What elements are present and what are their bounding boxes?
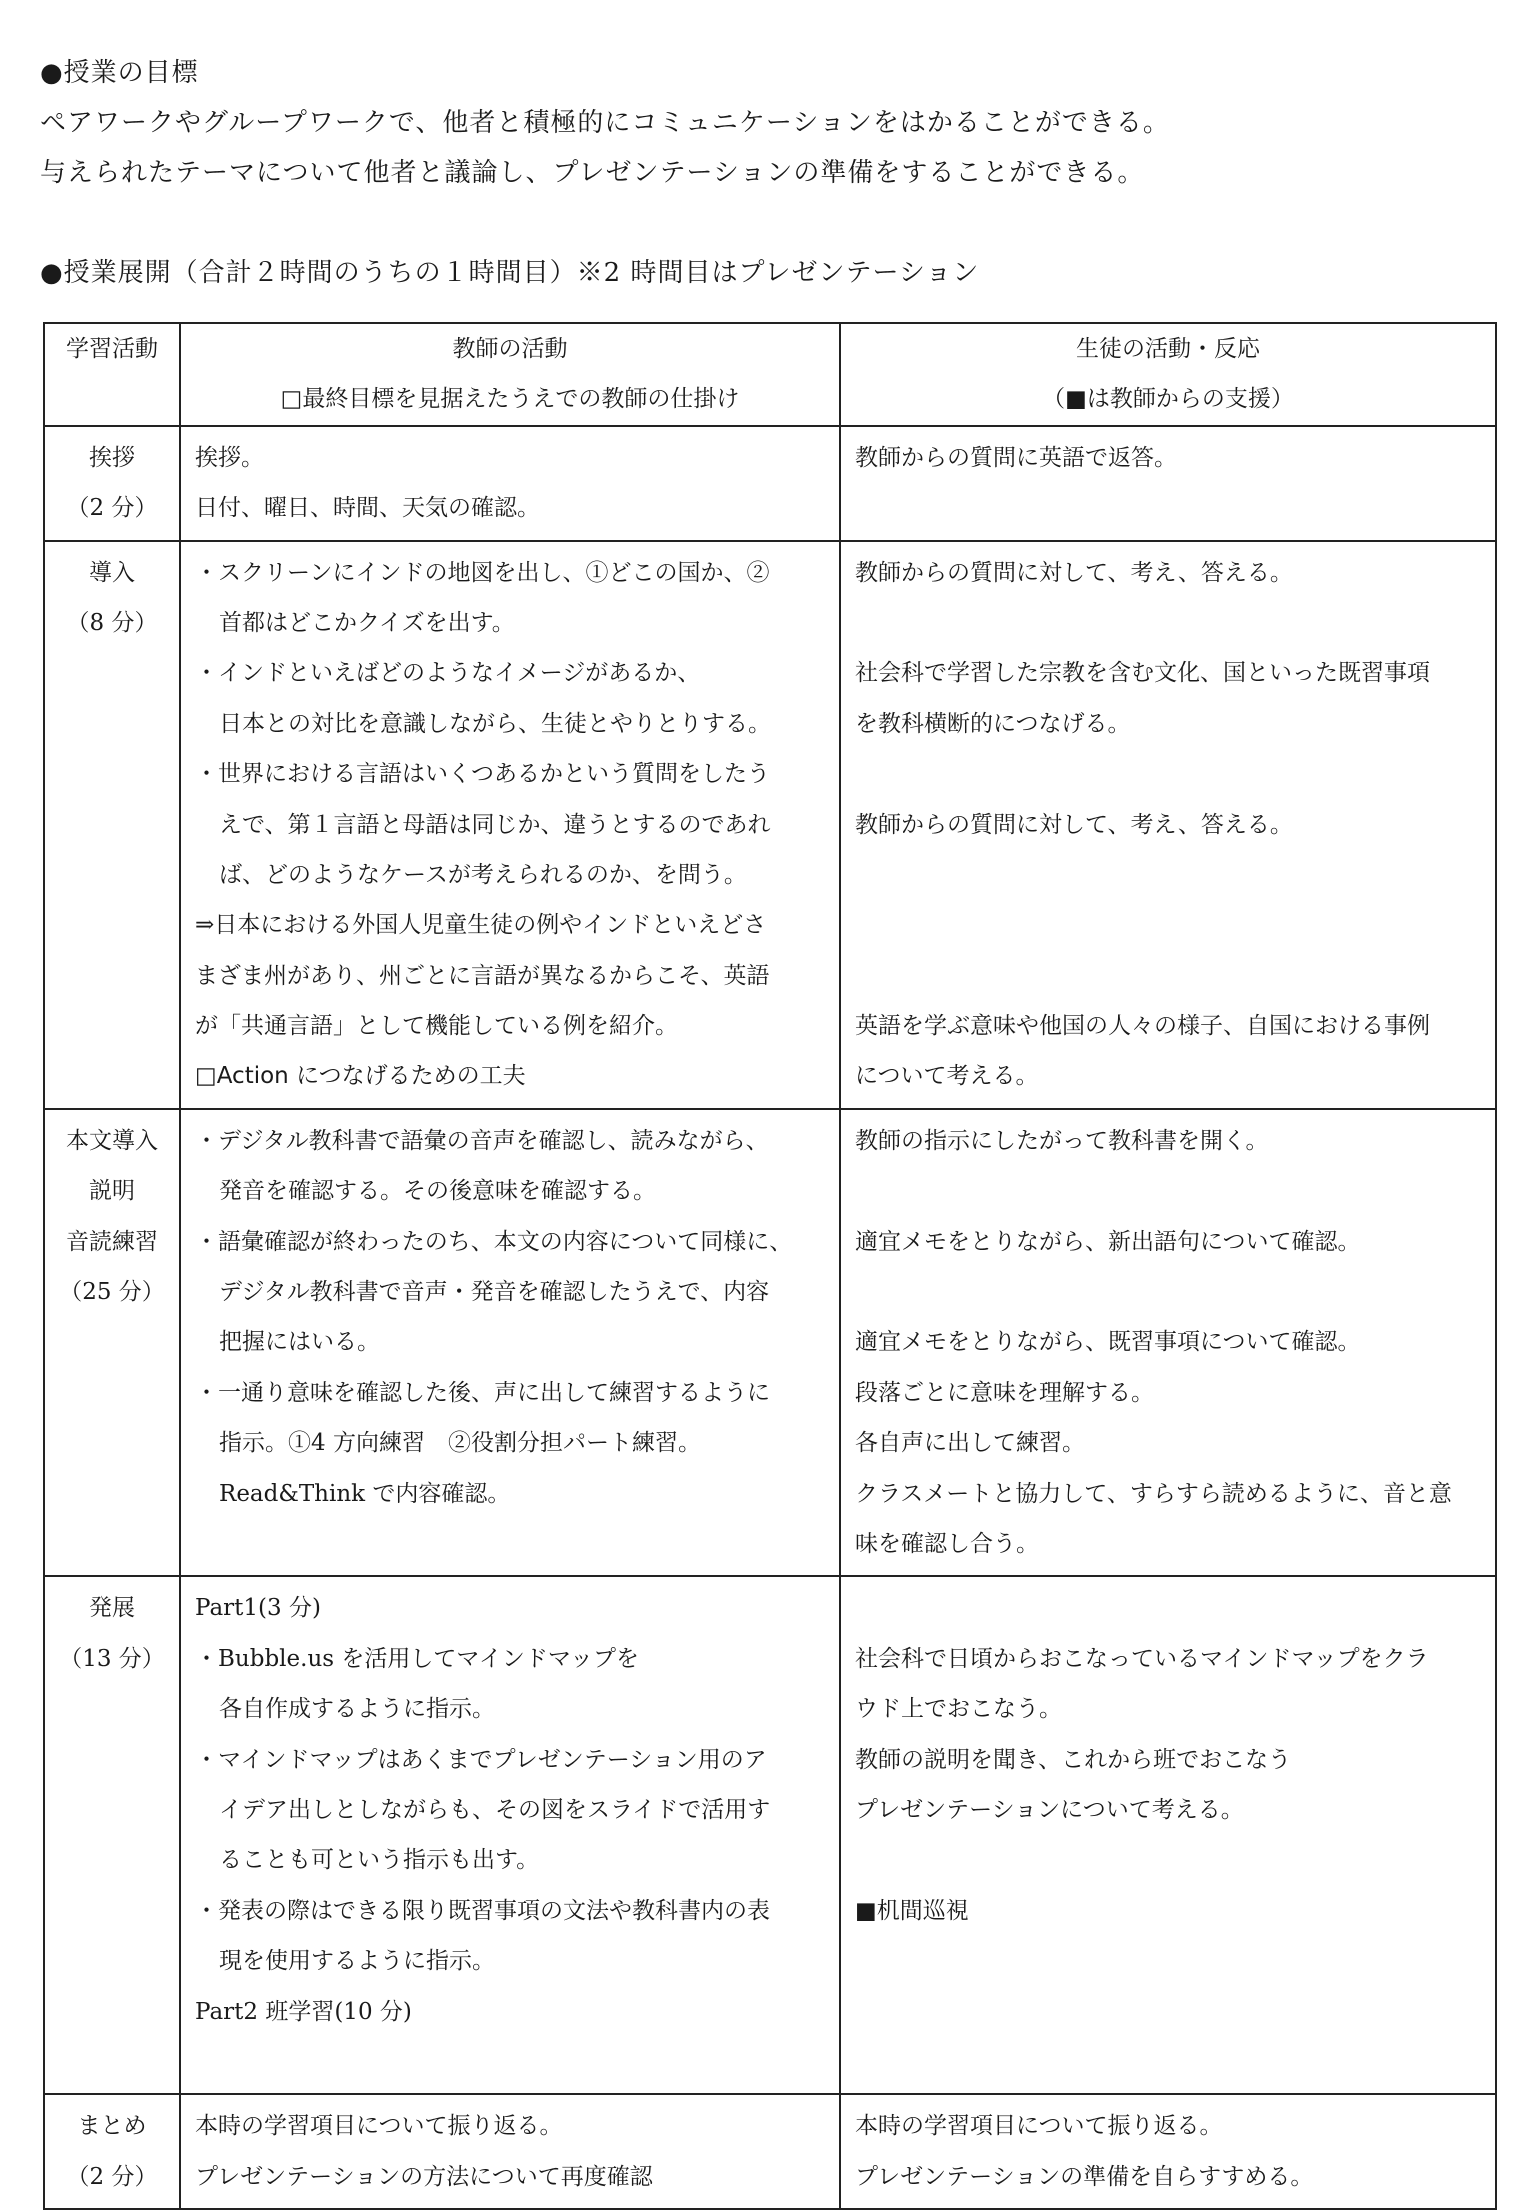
header-student-cell (840, 323, 1496, 426)
teacher-line (195, 1519, 827, 1569)
activity-cell (44, 426, 180, 541)
teacher-line: Read&Think で内容確認。 (219, 1480, 511, 1507)
student-line: 適宜メモをとりながら、新出語句について確認。 (855, 1228, 1361, 1255)
teacher-line: 日本との対比を意識しながら、生徒とやりとりする。 (219, 710, 771, 737)
student-line: 教師の指示にしたがって教科書を開く。 (855, 1127, 1269, 1154)
teacher-line: 挨拶。 (195, 444, 264, 471)
student-line (855, 850, 1483, 900)
student-line (855, 598, 1483, 648)
teacher-line: 指示。①4 方向練習 ②役割分担パート練習。 (219, 1430, 701, 1457)
teacher-line: 発音を確認する。その後意味を確認する。 (219, 1178, 656, 1205)
table-row (44, 1576, 1496, 2094)
header-student-title: 生徒の活動・反応 (1076, 336, 1260, 362)
header-teacher-cell (180, 323, 840, 426)
student-line: 社会科で学習した宗教を含む文化、国といった既習事項 (855, 660, 1430, 687)
header-activity-cell (44, 323, 180, 426)
student-cell (840, 541, 1496, 1109)
teacher-cell (180, 2094, 840, 2209)
teacher-line: ・スクリーンにインドの地図を出し、①どこの国か、② (195, 559, 770, 586)
teacher-line: えで、第１言語と母語は同じか、違うとするのであれ (219, 811, 771, 838)
activity-cell (44, 1109, 180, 1577)
teacher-cell (180, 426, 840, 541)
teacher-line: □Action につなげるための工夫 (195, 1063, 526, 1090)
activity-name: 導入 (89, 559, 135, 586)
table-row (44, 426, 1496, 541)
activity-name: 発展 (89, 1595, 135, 1622)
lesson-plan-table (43, 322, 1497, 2210)
teacher-line (195, 2037, 827, 2087)
activity-cell (44, 1576, 180, 2094)
student-line: 社会科で日頃からおこなっているマインドマップをクラ (855, 1645, 1429, 1672)
student-line: プレゼンテーションについて考える。 (855, 1796, 1244, 1823)
student-line: 各自声に出して練習。 (855, 1430, 1085, 1457)
activity-cell (44, 541, 180, 1109)
activity-name: まとめ (77, 2113, 147, 2140)
activity-duration: （2 分） (66, 495, 158, 522)
teacher-cell (180, 1109, 840, 1577)
table-row (44, 541, 1496, 1109)
student-cell (840, 1576, 1496, 2094)
student-line: ■机間巡視 (855, 1897, 969, 1924)
student-line: 教師からの質問に対して、考え、答える。 (855, 811, 1293, 838)
teacher-line: ・語彙確認が終わったのち、本文の内容について同様に、 (195, 1228, 793, 1255)
header-teacher-note: □最終目標を見据えたうえでの教師の仕掛け (280, 386, 740, 413)
teacher-line: 把握にはいる。 (219, 1329, 380, 1356)
student-line: 英語を学ぶ意味や他国の人々の様子、自国における事例 (855, 1013, 1430, 1040)
teacher-line: Part2 班学習(10 分) (195, 1998, 412, 2025)
student-line (855, 900, 1483, 950)
goal-line: ペアワークやグループワークで、他者と積極的にコミュニケーションをはかることができる。 (40, 108, 1170, 138)
student-line: プレゼンテーションの準備を自らすすめる。 (855, 2163, 1314, 2190)
lesson-intro (40, 48, 1500, 298)
student-line: 段落ごとに意味を理解する。 (855, 1379, 1154, 1406)
activity-cell (44, 2094, 180, 2209)
student-line (855, 1267, 1483, 1317)
header-activity: 学習活動 (66, 336, 158, 362)
student-line (855, 1583, 1483, 1633)
student-line: 味を確認し合う。 (855, 1530, 1039, 1557)
goal-line: 与えられたテーマについて他者と議論し、プレゼンテーションの準備をすることができる。 (40, 158, 1145, 188)
teacher-line: ・発表の際はできる限り既習事項の文法や教科書内の表 (195, 1897, 770, 1924)
student-line: 教師からの質問に対して、考え、答える。 (855, 559, 1293, 586)
teacher-line: 日付、曜日、時間、天気の確認。 (195, 495, 540, 522)
activity-name: 音読練習 (66, 1228, 158, 1255)
student-cell (840, 426, 1496, 541)
student-line (855, 1835, 1483, 1885)
student-line (855, 951, 1483, 1001)
teacher-line: プレゼンテーションの方法について再度確認 (195, 2163, 653, 2190)
activity-name: 挨拶 (89, 444, 135, 471)
teacher-line: ・デジタル教科書で語彙の音声を確認し、読みながら、 (195, 1127, 769, 1154)
teacher-line: まざま州があり、州ごとに言語が異なるからこそ、英語 (195, 962, 770, 989)
student-line: 教師の説明を聞き、これから班でおこなう (855, 1746, 1292, 1773)
teacher-line: が「共通言語」として機能している例を紹介。 (195, 1013, 678, 1040)
activity-duration: （13 分） (59, 1645, 165, 1672)
teacher-line: 首都はどこかクイズを出す。 (219, 609, 515, 636)
teacher-line: ・世界における言語はいくつあるかという質問をしたう (195, 761, 770, 788)
student-line (855, 483, 1483, 533)
student-line: ウド上でおこなう。 (855, 1696, 1062, 1723)
student-cell (840, 2094, 1496, 2209)
teacher-line: ⇒日本における外国人児童生徒の例やインドといえどさ (195, 912, 767, 939)
student-line (855, 1166, 1483, 1216)
teacher-line: ・マインドマップはあくまでプレゼンテーション用のア (195, 1746, 767, 1773)
student-line: クラスメートと協力して、すらすら読めるように、音と意 (855, 1480, 1452, 1507)
teacher-line: ・インドといえばどのようなイメージがあるか、 (195, 660, 701, 687)
activity-name: 説明 (89, 1178, 135, 1205)
activity-duration: （2 分） (66, 2163, 158, 2190)
teacher-line: ・一通り意味を確認した後、声に出して練習するように (195, 1379, 770, 1406)
student-cell (840, 1109, 1496, 1577)
teacher-line: 本時の学習項目について振り返る。 (195, 2113, 563, 2140)
student-line (855, 749, 1483, 799)
teacher-line: Part1(3 分) (195, 1595, 321, 1622)
student-line: について考える。 (855, 1063, 1039, 1090)
activity-name: 本文導入 (66, 1127, 158, 1154)
student-line: 適宜メモをとりながら、既習事項について確認。 (855, 1329, 1361, 1356)
header-teacher-title: 教師の活動 (452, 336, 568, 362)
student-line: を教科横断的につなげる。 (855, 710, 1131, 737)
student-line (855, 2037, 1483, 2087)
header-student-note: （■は教師からの支援） (1042, 386, 1294, 413)
teacher-line: 現を使用するように指示。 (219, 1948, 495, 1975)
activity-duration: （25 分） (59, 1279, 165, 1306)
teacher-cell (180, 541, 840, 1109)
student-line (855, 1987, 1483, 2037)
activity-duration: （8 分） (66, 609, 158, 636)
goal-heading: ●授業の目標 (40, 58, 199, 88)
teacher-line: ることも可という指示も出す。 (219, 1847, 540, 1874)
table-row (44, 1109, 1496, 1577)
teacher-line: ・Bubble.us を活用してマインドマップを (195, 1645, 639, 1672)
teacher-line: イデア出しとしながらも、その図をスライドで活用す (219, 1796, 771, 1823)
teacher-line: ば、どのようなケースが考えられるのか、を問う。 (219, 861, 747, 888)
table-header-row (44, 323, 1496, 426)
plan-heading: ●授業展開（合計２時間のうちの１時間目）※2 時間目はプレゼンテーション (40, 258, 980, 288)
teacher-cell (180, 1576, 840, 2094)
student-line: 本時の学習項目について振り返る。 (855, 2113, 1223, 2140)
student-line (855, 1936, 1483, 1986)
table-row (44, 2094, 1496, 2209)
teacher-line: デジタル教科書で音声・発音を確認したうえで、内容 (219, 1279, 770, 1306)
teacher-line: 各自作成するように指示。 (219, 1696, 495, 1723)
student-line: 教師からの質問に英語で返答。 (855, 444, 1177, 471)
